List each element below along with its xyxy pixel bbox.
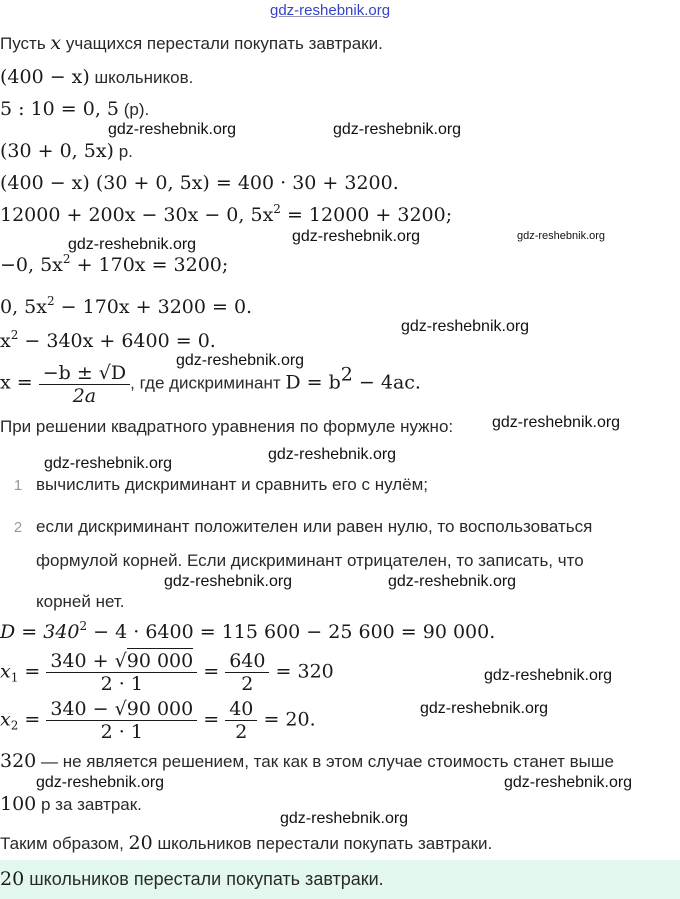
math-expr: 20 [128,832,153,854]
line-root-x1 [0,650,334,695]
denominator: 2 · 1 [100,673,143,695]
watermark: gdz-reshebnik.org [176,352,305,369]
line-reject-root [0,750,614,774]
subscript: 2 [10,718,19,733]
math-result: = 20. [257,708,316,731]
line-reject-root-cont [0,793,142,817]
exponent: 2 [46,294,55,308]
math-expr: 12000 + 200x − 30x − 0, 5x [0,204,274,226]
watermark: gdz-reshebnik.org [108,121,237,138]
list-item [0,474,428,497]
text: Пусть [0,34,51,53]
math-expr: 0, 5x [0,296,47,318]
list-text-continued: корней нет. [36,592,125,611]
exponent: 2 [273,202,281,216]
math-expr: 340 + √ [50,650,127,672]
text: , где дискриминант [130,373,286,393]
fraction [225,650,269,695]
math-result: = 320 [269,660,334,683]
watermark-top: gdz-reshebnik.org [270,2,391,19]
math-expr: D = 340 [0,621,80,643]
line-conclusion [0,832,492,856]
watermark: gdz-reshebnik.org [333,121,462,138]
math-op: = [18,708,47,731]
math-expr: − 340x + 6400 = 0. [18,330,216,352]
watermark: gdz-reshebnik.org [420,700,549,717]
text: школьников перестали покупать завтраки. [24,869,384,889]
fraction [225,698,257,743]
numerator: 640 [225,650,269,673]
list-text: если дискриминант положителен или равен нулю, то воспользоваться [36,517,593,536]
math-expr: 20 [0,868,25,890]
text: Таким образом, [0,834,129,853]
numerator: 40 [225,698,257,721]
line-root-formula [0,362,421,412]
answer-text [0,868,384,892]
exponent: 2 [79,619,88,633]
watermark: gdz-reshebnik.org [36,774,165,791]
math-expr: = 12000 + 3200; [280,204,453,226]
subscript: 1 [10,670,19,685]
math-expr: 340 − √ [50,698,127,720]
watermark: gdz-reshebnik.org [44,455,173,472]
numerator [46,650,197,673]
math-expr: 5 : 10 = 0, 5 [0,98,120,120]
watermark: gdz-reshebnik.org [492,414,621,431]
numerator [46,698,197,721]
line-quadratic [0,296,252,318]
radicand: 90 000 [126,650,194,672]
denominator: 2 [241,673,254,695]
watermark: gdz-reshebnik.org [164,573,293,590]
line-steps-intro: При решении квадратного уравнения по формуле нужно: [0,417,454,436]
line-let-x [0,32,383,55]
denominator: 2 [235,721,248,743]
math-expr: − 170x + 3200 = 0. [54,296,253,318]
math-expr: − 4ac. [352,371,421,394]
text: школьников перестали покупать завтраки. [152,834,493,853]
watermark: gdz-reshebnik.org [68,236,197,253]
line-simplified [0,254,228,276]
fraction [46,650,197,695]
watermark: gdz-reshebnik.org [268,446,397,463]
list-text: вычислить дискриминант и сравнить его с нулём; [36,475,429,494]
math-var: x [0,708,11,731]
denominator: 2 · 1 [100,721,143,743]
math-op: = [18,660,47,683]
text: школьников. [89,68,194,87]
watermark: gdz-reshebnik.org [517,230,606,242]
exponent: 2 [10,328,19,342]
text: учащихся перестали покупать завтраки. [61,34,383,53]
text: — не является решением, так как в этом случае стоимость станет выше [36,752,614,771]
text: р за завтрак. [36,795,142,814]
text: (р). [119,100,150,119]
line-new-price [0,140,133,164]
line-price-increase [0,98,149,122]
math-lhs: x = [0,371,39,394]
numerator: −b ± √D [39,362,130,385]
watermark: gdz-reshebnik.org [292,228,421,245]
fraction [46,698,197,743]
watermark: gdz-reshebnik.org [388,573,517,590]
list-item [0,516,592,539]
denominator: 2a [72,385,97,407]
math-expr: x [0,330,11,352]
line-expanded [0,204,452,226]
math-expr: 320 [0,750,37,772]
list-text-continued: формулой корней. Если дискриминант отрицателен, то записать, что [36,551,584,570]
math-expr: 100 [0,793,37,815]
exponent: 2 [62,252,71,266]
math-expr: (30 + 0, 5x) [0,140,114,162]
radicand: 90 000 [126,698,194,720]
math-op: = [197,708,226,731]
exponent: 2 [340,363,353,386]
watermark: gdz-reshebnik.org [401,318,530,335]
list-number: 2 [13,519,23,536]
line-quadratic-normalized [0,330,216,352]
line-students-count [0,66,193,90]
math-expr: (400 − x) [0,66,90,88]
math-var: x [0,660,11,683]
watermark: gdz-reshebnik.org [280,810,409,827]
math-expr: D = b [285,371,341,394]
text: р. [113,142,133,161]
math-op: = [197,660,226,683]
line-discriminant [0,621,495,643]
math-expr: −0, 5x [0,254,63,276]
fraction [39,362,130,407]
math-var: x [50,32,62,54]
watermark: gdz-reshebnik.org [484,667,613,684]
math-expr: + 170x = 3200; [70,254,229,276]
math-expr: − 4 · 6400 = 115 600 − 25 600 = 90 000. [87,621,496,643]
line-root-x2 [0,698,316,744]
watermark: gdz-reshebnik.org [504,774,633,791]
list-number: 1 [13,477,23,494]
line-equation: (400 − x) (30 + 0, 5x) = 400 · 30 + 3200. [0,172,399,194]
